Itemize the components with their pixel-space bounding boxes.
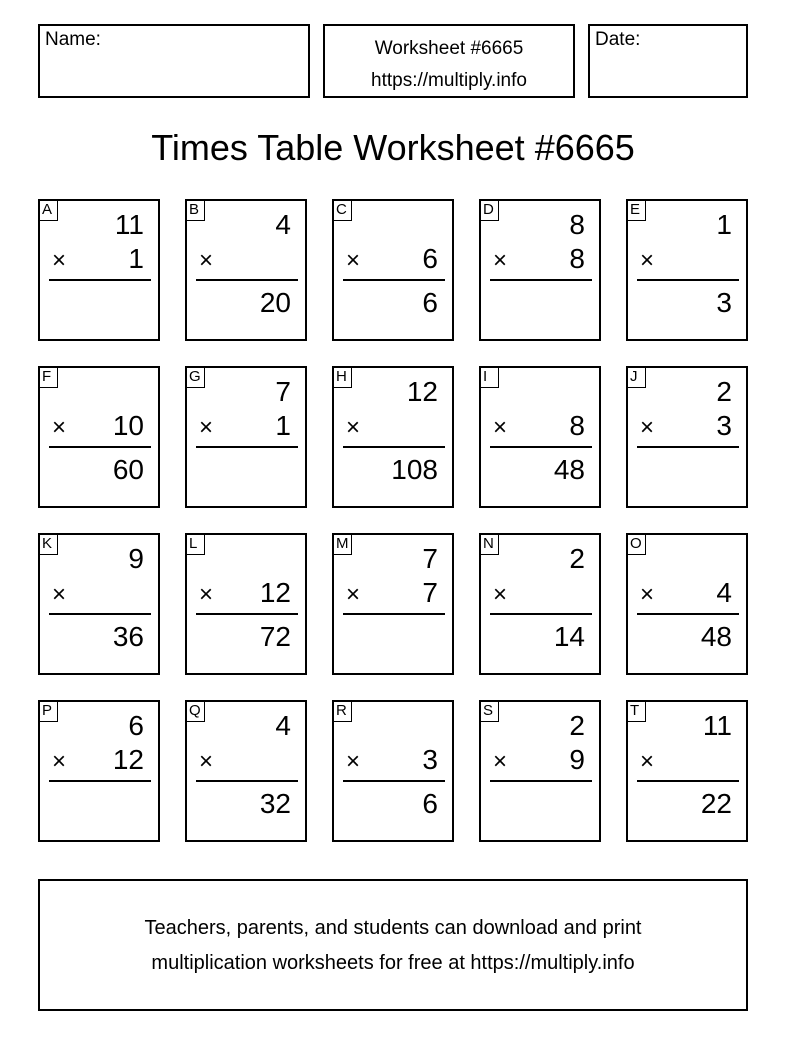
problem-s <box>479 700 601 842</box>
multiplier: 12 <box>112 744 144 775</box>
answer-rule <box>196 780 298 782</box>
product: 108 <box>391 454 438 485</box>
answer-rule <box>343 613 445 615</box>
multiplier: 10 <box>112 410 144 441</box>
times-symbol: × <box>52 581 67 608</box>
times-symbol: × <box>199 247 214 274</box>
answer-rule <box>49 446 151 448</box>
multiplicand: 11 <box>114 209 144 240</box>
answer-rule <box>490 279 592 281</box>
multiplicand: 11 <box>702 710 732 741</box>
problem-d <box>479 199 601 341</box>
problem-letter: K <box>38 533 58 555</box>
multiplicand: 4 <box>275 710 291 741</box>
problem-t <box>626 700 748 842</box>
problem-c <box>332 199 454 341</box>
multiplier: 6 <box>422 243 438 274</box>
name-label: Name: <box>45 29 101 50</box>
problem-letter: Q <box>185 700 205 722</box>
product: 3 <box>716 287 732 318</box>
multiplicand: 4 <box>275 209 291 240</box>
problem-letter: S <box>479 700 499 722</box>
answer-rule <box>637 446 739 448</box>
times-symbol: × <box>493 581 508 608</box>
product: 36 <box>112 621 144 652</box>
problem-letter: I <box>479 366 499 388</box>
multiplicand: 2 <box>569 543 585 574</box>
problem-letter: G <box>185 366 205 388</box>
times-symbol: × <box>640 247 655 274</box>
times-symbol: × <box>52 748 67 775</box>
problem-a <box>38 199 160 341</box>
problem-f <box>38 366 160 508</box>
times-symbol: × <box>199 581 214 608</box>
problem-letter: T <box>626 700 646 722</box>
answer-rule <box>490 780 592 782</box>
multiplier: 3 <box>716 410 732 441</box>
problem-letter: O <box>626 533 646 555</box>
product: 72 <box>259 621 291 652</box>
problem-letter: R <box>332 700 352 722</box>
answer-rule <box>196 446 298 448</box>
answer-rule <box>637 279 739 281</box>
problem-letter: D <box>479 199 499 221</box>
problem-n <box>479 533 601 675</box>
answer-rule <box>343 446 445 448</box>
problem-l <box>185 533 307 675</box>
page-title: Times Table Worksheet #6665 <box>151 127 635 168</box>
multiplicand: 1 <box>716 209 732 240</box>
problem-letter: P <box>38 700 58 722</box>
problem-k <box>38 533 160 675</box>
problem-o <box>626 533 748 675</box>
problem-letter: A <box>38 199 58 221</box>
times-symbol: × <box>199 414 214 441</box>
answer-rule <box>490 613 592 615</box>
product: 20 <box>259 287 291 318</box>
answer-rule <box>49 780 151 782</box>
problem-h <box>332 366 454 508</box>
answer-rule <box>49 613 151 615</box>
product: 32 <box>259 788 291 819</box>
times-symbol: × <box>346 748 361 775</box>
times-symbol: × <box>346 581 361 608</box>
times-symbol: × <box>640 414 655 441</box>
worksheet-url: https://multiply.info <box>371 70 527 91</box>
multiplier: 9 <box>569 744 585 775</box>
times-symbol: × <box>640 748 655 775</box>
problem-i <box>479 366 601 508</box>
times-symbol: × <box>52 414 67 441</box>
multiplier: 1 <box>275 410 291 441</box>
multiplicand: 7 <box>275 376 291 407</box>
multiplier: 8 <box>569 410 585 441</box>
answer-rule <box>637 613 739 615</box>
problem-letter: F <box>38 366 58 388</box>
problem-q <box>185 700 307 842</box>
product: 6 <box>422 287 438 318</box>
problem-letter: H <box>332 366 352 388</box>
problem-g <box>185 366 307 508</box>
problem-j <box>626 366 748 508</box>
multiplicand: 12 <box>406 376 438 407</box>
problem-letter: M <box>332 533 352 555</box>
problem-m <box>332 533 454 675</box>
multiplier: 1 <box>128 243 144 274</box>
multiplier: 7 <box>422 577 438 608</box>
answer-rule <box>196 279 298 281</box>
product: 60 <box>112 454 144 485</box>
times-symbol: × <box>493 414 508 441</box>
problem-e <box>626 199 748 341</box>
worksheet-number: Worksheet #6665 <box>374 38 524 59</box>
footer-line-2: multiplication worksheets for free at https://multiply.info <box>151 952 635 974</box>
problem-letter: B <box>185 199 205 221</box>
multiplicand: 8 <box>569 209 585 240</box>
times-symbol: × <box>52 247 67 274</box>
answer-rule <box>343 279 445 281</box>
product: 48 <box>553 454 585 485</box>
answer-rule <box>196 613 298 615</box>
problem-b <box>185 199 307 341</box>
problem-letter: J <box>626 366 646 388</box>
problem-letter: L <box>185 533 205 555</box>
problem-r <box>332 700 454 842</box>
multiplier: 3 <box>422 744 438 775</box>
product: 6 <box>422 788 438 819</box>
product: 22 <box>700 788 732 819</box>
product: 14 <box>553 621 585 652</box>
times-symbol: × <box>493 748 508 775</box>
multiplicand: 7 <box>422 543 438 574</box>
answer-rule <box>49 279 151 281</box>
problem-p <box>38 700 160 842</box>
times-symbol: × <box>199 748 214 775</box>
footer-box <box>38 879 748 1011</box>
problem-letter: E <box>626 199 646 221</box>
multiplicand: 6 <box>128 710 144 741</box>
multiplier: 12 <box>259 577 291 608</box>
footer-line-1: Teachers, parents, and students can download and print <box>144 917 642 939</box>
multiplicand: 9 <box>128 543 144 574</box>
multiplicand: 2 <box>569 710 585 741</box>
problem-letter: N <box>479 533 499 555</box>
multiplier: 8 <box>569 243 585 274</box>
times-symbol: × <box>640 581 655 608</box>
times-symbol: × <box>493 247 508 274</box>
date-label: Date: <box>595 29 641 50</box>
product: 48 <box>700 621 732 652</box>
answer-rule <box>490 446 592 448</box>
answer-rule <box>343 780 445 782</box>
answer-rule <box>637 780 739 782</box>
problem-letter: C <box>332 199 352 221</box>
multiplier: 4 <box>716 577 732 608</box>
multiplicand: 2 <box>716 376 732 407</box>
times-symbol: × <box>346 414 361 441</box>
times-symbol: × <box>346 247 361 274</box>
